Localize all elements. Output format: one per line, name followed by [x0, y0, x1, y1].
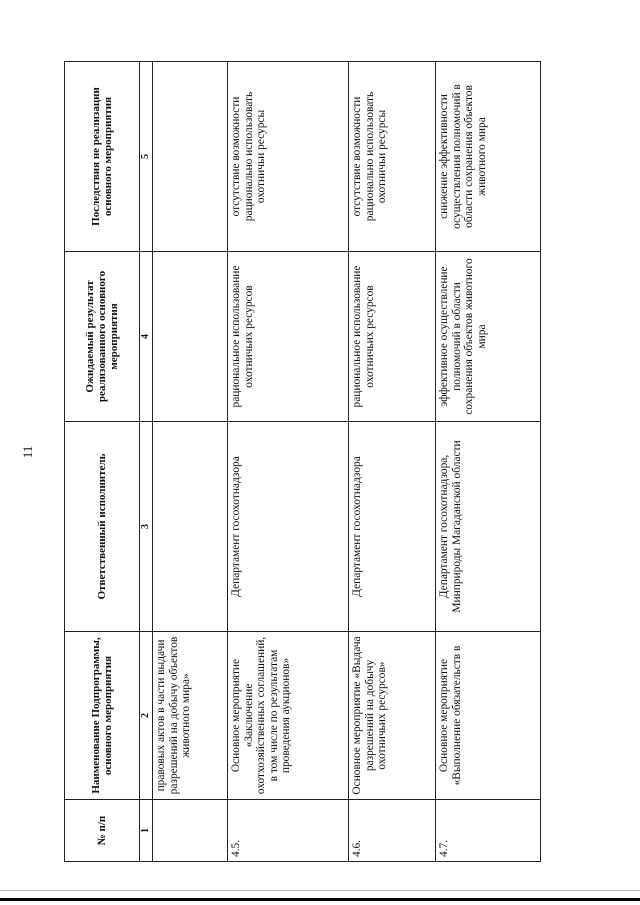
- expected-result: эффективное осуществление полномочий в области сохранения объектов животного мира: [436, 252, 541, 422]
- column-number: 2: [140, 632, 153, 800]
- consequence: отсутствие возможности рационально использовать охотничьи ресурсы: [228, 62, 349, 252]
- table-row: [153, 62, 228, 862]
- measure-name: Основное мероприятие «Выполнение обязательств в: [436, 632, 541, 800]
- expected-result: рациональное использование охотничьих ресурсов: [349, 252, 436, 422]
- program-measures-table: [64, 61, 541, 862]
- responsible-executor: Департамент госохотнадзора: [228, 422, 349, 632]
- row-number: [153, 800, 228, 862]
- header-executor: Ответственный исполнитель: [65, 422, 140, 632]
- responsible-executor: [153, 422, 228, 632]
- column-number: 5: [140, 62, 153, 252]
- expected-result: [153, 252, 228, 422]
- table-header-row: [65, 62, 140, 862]
- measure-name: Основное мероприятие «Выдача разрешений на добычу охотничьих ресурсов»: [349, 632, 436, 800]
- header-number: № п/п: [65, 800, 140, 862]
- consequence: снижение эффективности осуществления полномочий в области сохранения объектов животного мира: [436, 62, 541, 252]
- scan-bottom-border: [0, 898, 640, 901]
- measure-name: Основное мероприятие «Заключение охотхозяйственных соглашений, в том числе по результатам проведения аукционов»: [228, 632, 349, 800]
- consequence: [153, 62, 228, 252]
- scan-edge-line: [0, 890, 640, 891]
- responsible-executor: Департамент госохотнадзора, Минприроды Магаданской области: [436, 422, 541, 632]
- row-number: 4.5.: [228, 800, 349, 862]
- column-number: 3: [140, 422, 153, 632]
- table-row: [228, 62, 349, 862]
- rotated-document-table: [64, 62, 526, 862]
- table-row: [436, 62, 541, 862]
- responsible-executor: Департамент госохотнадзора: [349, 422, 436, 632]
- column-number: 1: [140, 800, 153, 862]
- header-result: Ожидаемый результат реализованного основного мероприятия: [65, 252, 140, 422]
- header-name: Наименование Подпрограммы, основного мероприятия: [65, 632, 140, 800]
- row-number: 4.7.: [436, 800, 541, 862]
- column-number: 4: [140, 252, 153, 422]
- consequence: отсутствие возможности рационально использовать охотничьи ресурсы: [349, 62, 436, 252]
- column-number-row: [140, 62, 153, 862]
- table-row: [349, 62, 436, 862]
- row-number: 4.6.: [349, 800, 436, 862]
- header-consequence: Последствия не реализации основного мероприятия: [65, 62, 140, 252]
- expected-result: рациональное использование охотничьих ресурсов: [228, 252, 349, 422]
- measure-name: правовых актов в части выдачи разрешений на добычу объектов животного мира»: [153, 632, 228, 800]
- page-number: 11: [20, 445, 35, 459]
